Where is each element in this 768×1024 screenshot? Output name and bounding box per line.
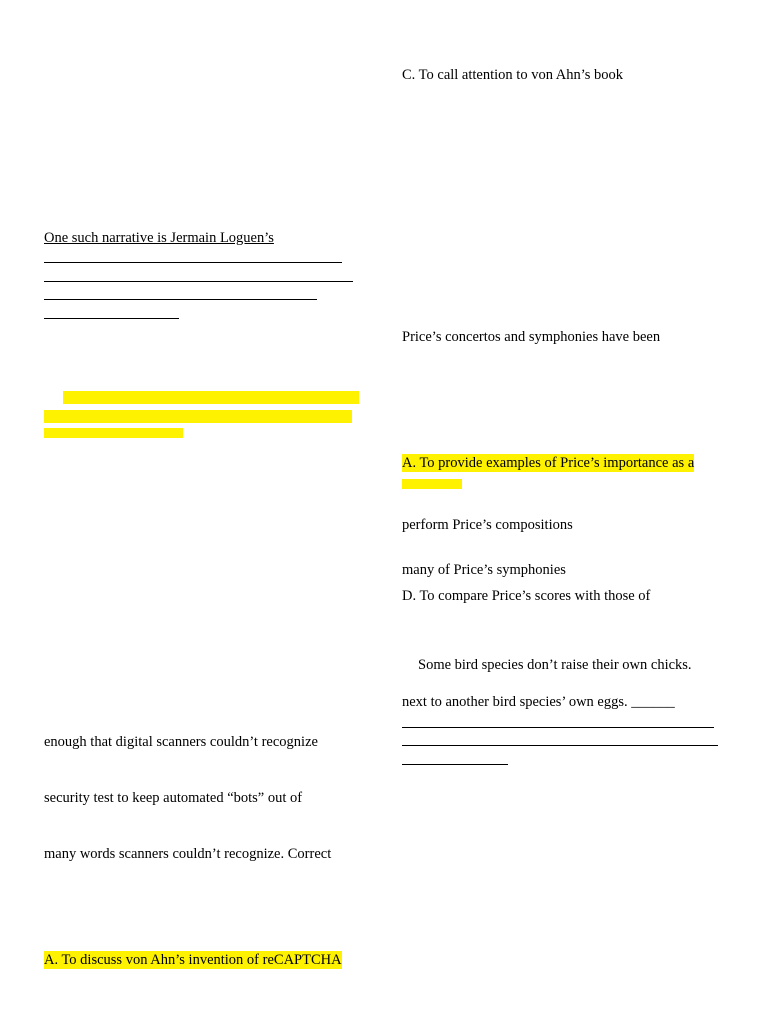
loguen-narrative-line: One such narrative is Jermain Loguen’s [44,230,274,246]
correct-words-line: many words scanners couldn’t recognize. Correct [44,846,332,862]
highlight-block [44,410,352,423]
answer-blank-line [44,262,342,263]
bird-species-line: Some bird species don’t raise their own chicks. [418,657,692,673]
choice-c-book: C. To call attention to von Ahn’s book [402,67,624,83]
answer-blank-line [44,281,353,282]
perform-compositions-line: perform Price’s compositions [402,517,573,533]
eggs-line: next to another bird species’ own eggs. ______ [402,694,675,710]
highlight-block [402,479,462,489]
scanner-text-line: enough that digital scanners couldn’t recognize [44,734,318,750]
answer-blank-line [44,299,317,300]
answer-blank-line [402,745,718,746]
answer-blank-line [402,764,508,765]
answer-blank-line [402,727,714,728]
symphonies-line: many of Price’s symphonies [402,562,566,578]
highlight-block [63,391,359,404]
price-concertos-line: Price’s concertos and symphonies have been [402,329,661,345]
highlight-block [44,428,183,438]
choice-d-price: D. To compare Price’s scores with those of [402,588,651,604]
answer-blank-line [44,318,179,319]
answer-a-recaptcha: A. To discuss von Ahn’s invention of reCAPTCHA [44,952,342,968]
security-test-line: security test to keep automated “bots” out of [44,790,303,806]
answer-a-price: A. To provide examples of Price’s importance as a [402,455,695,471]
